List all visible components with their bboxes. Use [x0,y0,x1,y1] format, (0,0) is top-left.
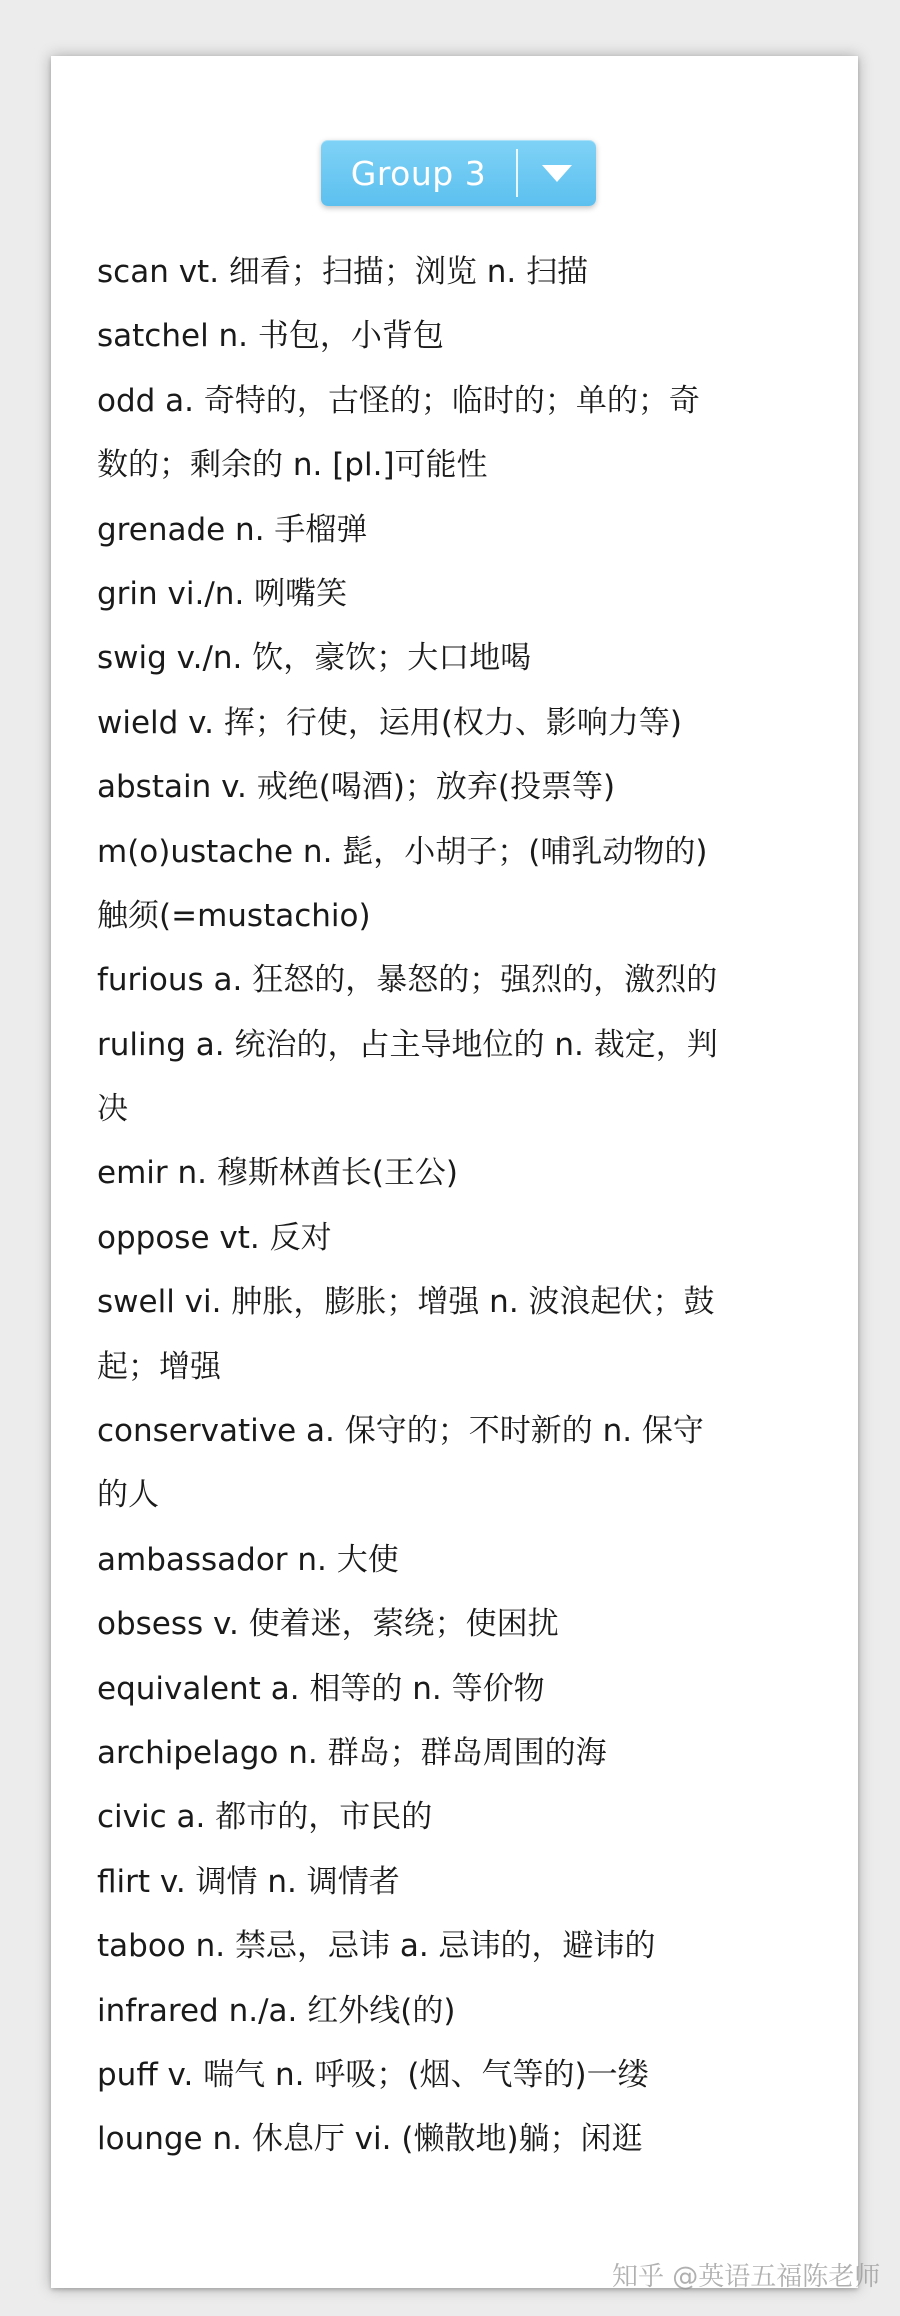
vocab-entry [97,948,817,1012]
vocab-entry-text: swell vi. 肿胀，膨胀；增强 n. 波浪起伏；鼓 [97,1284,715,1321]
vocab-entry [97,626,817,690]
vocab-entry [97,1013,817,1142]
vocab-entry-text: lounge n. 休息厅 vi. (懒散地)躺；闲逛 [97,2121,643,2158]
vocab-entry-text: archipelago n. 群岛；群岛周围的海 [97,1734,607,1771]
vocab-entry [97,1979,817,2043]
vocab-entry-text: equivalent a. 相等的 n. 等价物 [97,1670,545,1707]
triangle-down-icon[interactable] [518,162,596,184]
vocab-entry-text: conservative a. 保守的；不时新的 n. 保守 [97,1413,704,1450]
group-selector-button[interactable] [321,140,596,206]
vocab-entry-text: satchel n. 书包，小背包 [97,318,444,355]
vocab-entry [97,1721,817,1785]
vocab-entry [97,1914,817,1978]
vocab-entry [97,1528,817,1592]
vocab-entry [97,1785,817,1849]
vocab-entry [97,1206,817,1270]
vocab-entry-text: infrared n./a. 红外线(的) [97,1992,456,2029]
vocab-entry-text: m(o)ustache n. 髭，小胡子；(哺乳动物的) [97,833,708,870]
vocab-entry [97,1850,817,1914]
vocab-entry [97,1399,817,1528]
vocab-entry [97,1141,817,1205]
vocab-entry-text: obsess v. 使着迷，萦绕；使困扰 [97,1606,559,1643]
vocabulary-list [97,240,817,2172]
vocab-entry-text: ruling a. 统治的，占主导地位的 n. 裁定，判 [97,1026,718,1063]
vocab-entry [97,2043,817,2107]
group-label: Group 3 [350,153,487,193]
vocab-entry-text: emir n. 穆斯林酋长(王公) [97,1155,459,1192]
vocab-entry-continuation: 决 [97,1091,128,1128]
vocab-entry-text: scan vt. 细看；扫描；浏览 n. 扫描 [97,254,589,290]
vocab-entry [97,1657,817,1721]
vocab-entry [97,369,817,498]
vocab-entry-text: flirt v. 调情 n. 调情者 [97,1863,400,1900]
vocab-entry-text: ambassador n. 大使 [97,1541,399,1578]
vocab-entry-text: furious a. 狂怒的，暴怒的；强烈的，激烈的 [97,962,718,999]
watermark-text: 知乎 @英语五福陈老师 [612,2262,881,2292]
vocab-entry [97,304,817,368]
vocab-entry-text: abstain v. 戒绝(喝酒)；放弃(投票等) [97,769,616,806]
vocab-entry [97,240,817,304]
vocab-entry [97,2107,817,2171]
vocab-entry [97,691,817,755]
vocab-entry-text: swig v./n. 饮，豪饮；大口地喝 [97,640,532,677]
vocab-entry-text: puff v. 喘气 n. 呼吸；(烟、气等的)一缕 [97,2056,649,2093]
vocab-entry-text: taboo n. 禁忌，忌讳 a. 忌讳的，避讳的 [97,1928,656,1965]
vocab-entry [97,562,817,626]
vocab-entry-text: oppose vt. 反对 [97,1219,332,1256]
vocab-entry-text: odd a. 奇特的，古怪的；临时的；单的；奇 [97,382,700,419]
vocab-entry-continuation: 数的；剩余的 n. [pl.]可能性 [97,447,488,484]
vocab-entry-text: civic a. 都市的，市民的 [97,1799,433,1836]
vocab-entry-continuation: 的人 [97,1477,159,1514]
vocab-entry [97,1592,817,1656]
vocab-entry-continuation: 触须(=mustachio) [97,897,371,934]
vocabulary-card [51,56,858,2288]
vocab-entry [97,498,817,562]
vocab-entry-text: grenade n. 手榴弹 [97,511,368,548]
vocab-entry-text: wield v. 挥；行使，运用(权力、影响力等) [97,704,683,741]
vocab-entry [97,1270,817,1399]
vocab-entry-continuation: 起；增强 [97,1348,221,1385]
vocab-entry [97,755,817,819]
vocab-entry-text: grin vi./n. 咧嘴笑 [97,575,348,612]
vocab-entry [97,820,817,949]
